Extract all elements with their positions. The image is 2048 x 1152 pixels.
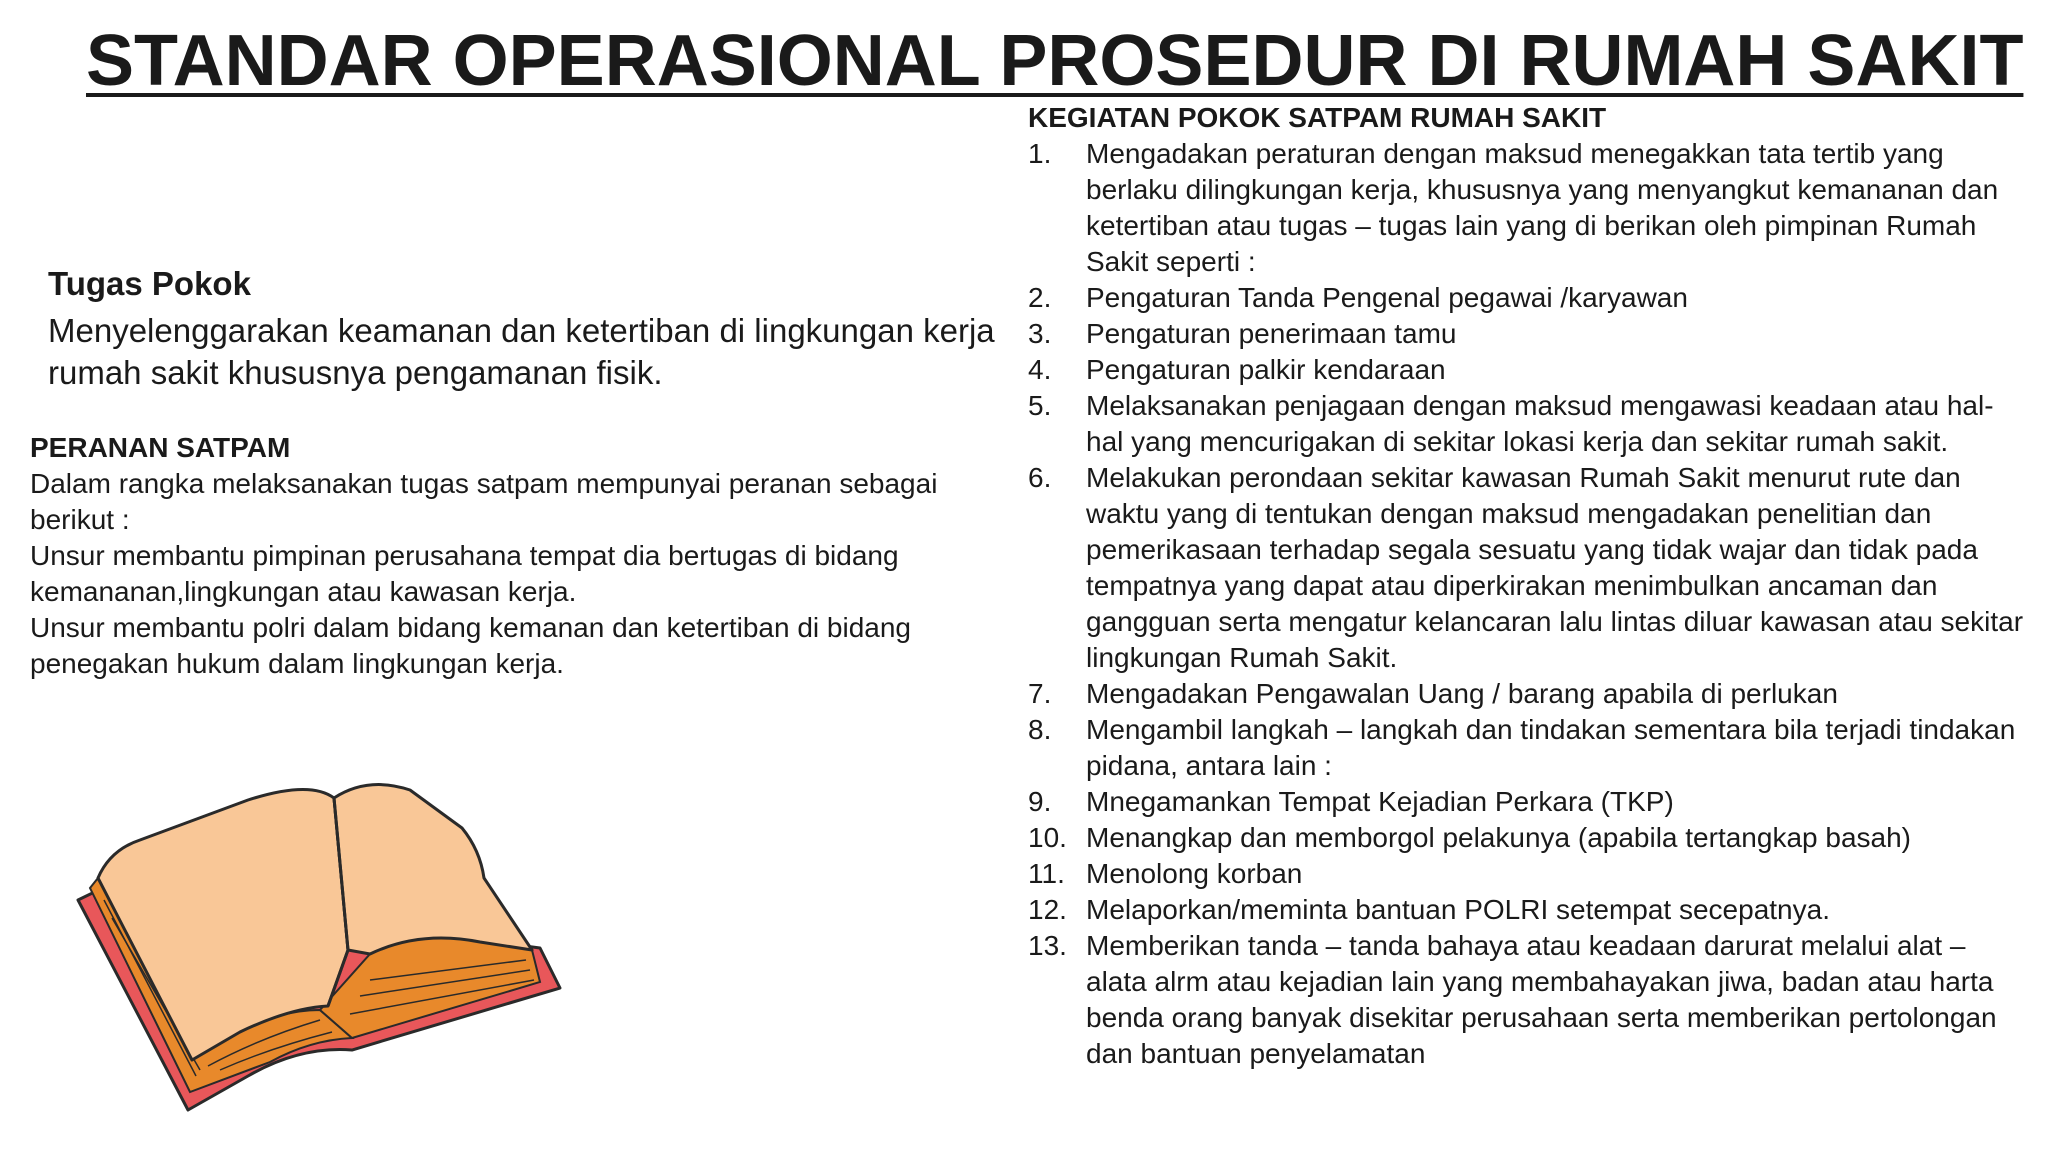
- kegiatan-list-item: [1028, 784, 2028, 820]
- kegiatan-pokok-section: [1028, 100, 2028, 1072]
- item-number: 2.: [1028, 282, 1052, 313]
- peranan-paragraph: Unsur membantu polri dalam bidang kemanan dan ketertiban di bidang penegakan hukum dalam lingkungan kerja.: [30, 612, 911, 679]
- kegiatan-list-item: [1028, 280, 2028, 316]
- page-title: STANDAR OPERASIONAL PROSEDUR DI RUMAH SAKIT: [86, 21, 2024, 101]
- kegiatan-list-item: [1028, 460, 2028, 676]
- item-text: Mengadakan peraturan dengan maksud menegakkan tata tertib yang berlaku dilingkungan kerja, khususnya yang menyangkut kemananan dan ketertiban atau tugas – tugas lain yang di berikan oleh pimpinan Rumah Sakit seperti :: [1086, 138, 1999, 277]
- item-text: Menangkap dan memborgol pelakunya (apabila tertangkap basah): [1086, 822, 1911, 853]
- item-number: 6.: [1028, 462, 1052, 493]
- kegiatan-list-item: [1028, 892, 2028, 928]
- item-text: Mengadakan Pengawalan Uang / barang apabila di perlukan: [1086, 678, 1838, 709]
- tugas-pokok-heading: Tugas Pokok: [48, 265, 251, 302]
- tugas-pokok-section: [48, 262, 1028, 394]
- peranan-paragraph: Dalam rangka melaksanakan tugas satpam mempunyai peranan sebagai berikut :: [30, 468, 938, 535]
- item-number: 3.: [1028, 318, 1052, 349]
- item-text: Melakukan perondaan sekitar kawasan Rumah Sakit menurut rute dan waktu yang di tentukan dengan maksud mengadakan penelitian dan pemerikasaan terhadap segala sesuatu yang tidak wajar dan tidak pada tempatnya yang dapat atau diperkirakan menimbulkan ancaman dan gangguan serta mengatur kelancaran lalu lintas diluar kawasan atau sekitar lingkungan Rumah Sakit.: [1086, 462, 2024, 673]
- peranan-satpam-heading: PERANAN SATPAM: [30, 432, 291, 463]
- peranan-paragraph: Unsur membantu pimpinan perusahana tempat dia bertugas di bidang kemananan,lingkungan atau kawasan kerja.: [30, 540, 899, 607]
- item-number: 7.: [1028, 678, 1052, 709]
- item-text: Pengaturan penerimaan tamu: [1086, 318, 1457, 349]
- item-number: 4.: [1028, 354, 1052, 385]
- item-text: Pengaturan palkir kendaraan: [1086, 354, 1446, 385]
- tugas-pokok-body: Menyelenggarakan keamanan dan ketertiban di lingkungan kerja rumah sakit khususnya pengamanan fisik.: [48, 312, 995, 391]
- item-number: 5.: [1028, 390, 1052, 421]
- item-number: 8.: [1028, 714, 1052, 745]
- kegiatan-list-item: [1028, 316, 2028, 352]
- kegiatan-list-item: [1028, 712, 2028, 784]
- item-text: Menolong korban: [1086, 858, 1303, 889]
- kegiatan-pokok-heading: KEGIATAN POKOK SATPAM RUMAH SAKIT: [1028, 102, 1607, 133]
- book-page-right: [334, 785, 532, 954]
- item-text: Melaksanakan penjagaan dengan maksud mengawasi keadaan atau hal-hal yang mencurigakan di sekitar lokasi kerja dan sekitar rumah sakit.: [1086, 390, 1994, 457]
- item-text: Mnegamankan Tempat Kejadian Perkara (TKP): [1086, 786, 1674, 817]
- item-text: Melaporkan/meminta bantuan POLRI setempat secepatnya.: [1086, 894, 1830, 925]
- kegiatan-list-item: [1028, 388, 2028, 460]
- item-text: Mengambil langkah – langkah dan tindakan sementara bila terjadi tindakan pidana, antara lain :: [1086, 714, 2016, 781]
- kegiatan-list-item: [1028, 820, 2028, 856]
- kegiatan-list-item: [1028, 928, 2028, 1072]
- item-number: 12.: [1028, 894, 1067, 925]
- open-book-icon: [70, 770, 590, 1130]
- kegiatan-list-item: [1028, 136, 2028, 280]
- item-number: 9.: [1028, 786, 1052, 817]
- item-number: 10.: [1028, 822, 1067, 853]
- kegiatan-list-item: [1028, 352, 2028, 388]
- peranan-satpam-section: [30, 430, 1020, 682]
- kegiatan-list-item: [1028, 676, 2028, 712]
- kegiatan-list-item: [1028, 856, 2028, 892]
- item-number: 13.: [1028, 930, 1067, 961]
- kegiatan-list: [1028, 136, 2028, 1072]
- item-number: 11.: [1028, 858, 1065, 889]
- item-text: Memberikan tanda – tanda bahaya atau keadaan darurat melalui alat – alata alrm atau kejadian lain yang membahayakan jiwa, badan atau harta benda orang banyak disekitar perusahaan serta memberikan pertolongan dan bantuan penyelamatan: [1086, 930, 1997, 1069]
- item-text: Pengaturan Tanda Pengenal pegawai /karyawan: [1086, 282, 1688, 313]
- item-number: 1.: [1028, 138, 1052, 169]
